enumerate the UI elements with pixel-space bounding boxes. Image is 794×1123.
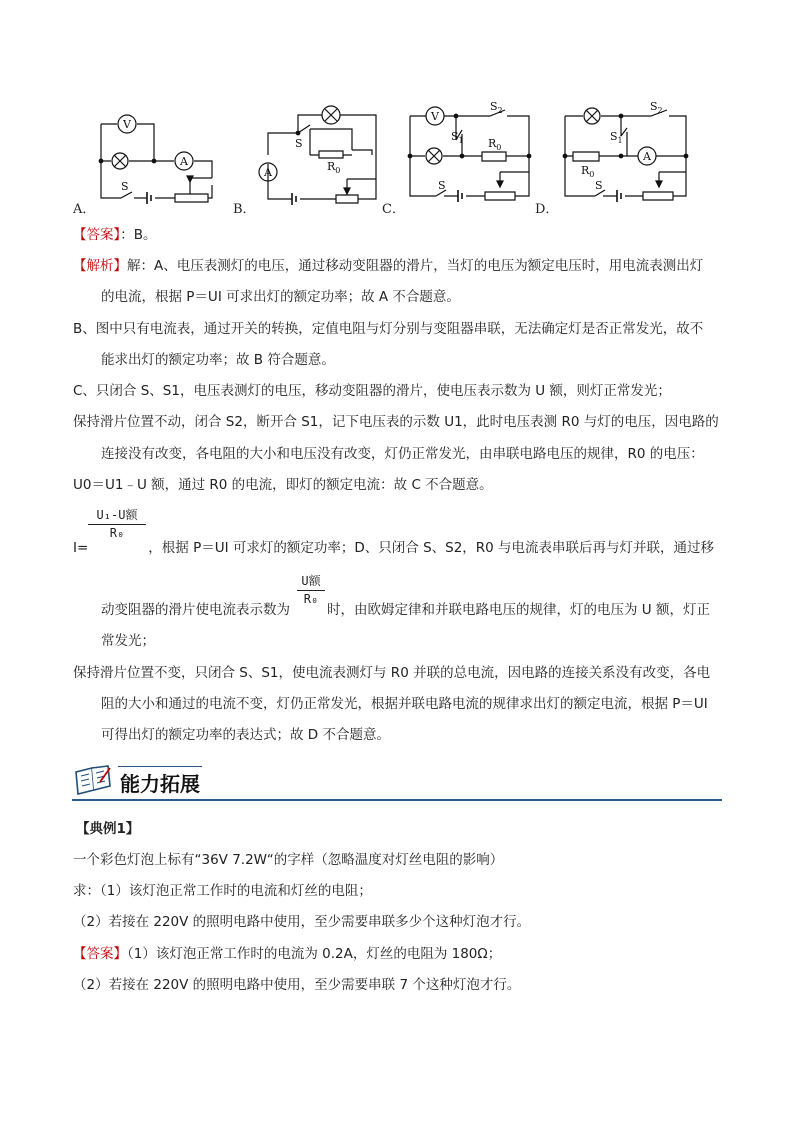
example-answer-tag: 【答案】 — [73, 946, 127, 962]
circuit-diagram-c — [400, 100, 535, 210]
analysis-line-1: 【解析】解：A、电压表测灯的电压，通过移动变阻器的滑片，当灯的电压为额定电压时，用电流表测出灯 — [73, 258, 704, 274]
example-tag: 【典例1】 — [76, 821, 140, 837]
example-answer-2: （2）若接在 220V 的照明电路中使用，至少需要串联 7 个这种灯泡才行。 — [73, 977, 521, 993]
option-c-label: C． — [382, 202, 405, 217]
resistor-label: $R_0$ — [327, 160, 341, 175]
section-title: 能力拓展 — [120, 772, 200, 796]
ammeter-label: A — [180, 155, 188, 168]
analysis-line-14: 可得出灯的额定功率的表达式；故 D 不合题意。 — [101, 727, 390, 743]
example-answer-1: 【答案】（1）该灯泡正常工作时的电流为 0.2A，灯丝的电阻为 180Ω； — [73, 946, 502, 962]
answer-tag: 【答案】 — [73, 227, 121, 243]
switch-label: S — [595, 179, 603, 192]
switch-s2-label: $S_2$ — [490, 100, 503, 115]
resistor-label: $R_0$ — [581, 164, 595, 179]
fraction-1-denominator: R₀ — [88, 524, 146, 540]
fraction-2 — [297, 572, 325, 606]
analysis-line-10a: 动变阻器的滑片使电流表示数为 — [101, 602, 290, 618]
switch-s1-label: $S_1$ — [451, 130, 464, 145]
ammeter-label: A — [264, 166, 272, 179]
option-b-label: B． — [233, 202, 256, 217]
analysis-line-7: 连接没有改变，各电阻的大小和电压没有改变，灯仍正常发光，由串联电路电压的规律，R0 的电压： — [101, 446, 704, 462]
example-question-1: 一个彩色灯泡上标有“36V 7.2W“的字样（忽略温度对灯丝电阻的影响） — [73, 852, 504, 868]
fraction-1 — [88, 506, 146, 540]
answer-text: ：B。 — [120, 227, 157, 243]
analysis-line-5: C、只闭合 S、S1，电压表测灯的电压，移动变阻器的滑片，使电压表示数为 U 额，则灯正常发光； — [73, 383, 671, 399]
analysis-line-8: U0＝U1﹣U 额，通过 R0 的电流，即灯的额定电流：故 C 不合题意。 — [73, 477, 493, 493]
analysis-line-10b: 时，由欧姆定律和并联电路电压的规律，灯的电压为 U 额，灯正 — [327, 602, 710, 618]
switch-s2-label: $S_2$ — [650, 100, 663, 115]
example-question-3: （2）若接在 220V 的照明电路中使用，至少需要串联多少个这种灯泡才行。 — [73, 914, 531, 930]
circuit-diagram-a — [90, 110, 240, 220]
fraction-2-numerator: U额 — [301, 574, 321, 588]
option-a-label: A． — [73, 202, 96, 217]
analysis-line-6: 保持滑片位置不动，闭合 S2，断开合 S1，记下电压表的示数 U1，此时电压表测 R0 与灯的电压，因电路的 — [73, 414, 719, 430]
analysis-line-4: 能求出灯的额定功率；故 B 符合题意。 — [101, 352, 335, 368]
analysis-line-3: B、图中只有电流表，通过开关的转换，定值电阻与灯分别与变阻器串联，无法确定灯是否正常发光，故不 — [73, 321, 704, 337]
book-icon — [74, 764, 114, 796]
resistor-label: $R_0$ — [488, 137, 502, 152]
section-title-underline — [118, 766, 202, 767]
circuit-diagram-b — [250, 95, 390, 210]
analysis-line-12: 保持滑片位置不变，只闭合 S、S1，使电流表测灯与 R0 并联的总电流，因电路的连接关系没有改变，各电 — [73, 665, 711, 681]
circuit-diagram-d — [555, 100, 695, 210]
analysis-tag: 【解析】 — [73, 258, 127, 274]
switch-s1-label: $S_1$ — [610, 130, 623, 145]
analysis-line-2: 的电流，根据 P＝UI 可求出灯的额定功率；故 A 不合题意。 — [101, 289, 460, 305]
ammeter-label: A — [643, 150, 651, 163]
analysis-line-9: I= ，根据 P＝UI 可求灯的额定功率；D、只闭合 S、S2，R0 与电流表串联后再与灯并联，通过移 — [73, 540, 715, 556]
switch-label: S — [121, 180, 129, 193]
section-divider — [72, 799, 722, 801]
switch-label: S — [295, 137, 303, 150]
voltmeter-label: V — [431, 110, 439, 123]
option-d-label: D． — [535, 202, 559, 217]
fraction-2-denominator: R₀ — [297, 590, 325, 606]
analysis-line-13: 阻的大小和通过的电流不变，灯仍正常发光，根据并联电路电流的规律求出灯的额定电流，根据 P＝UI — [101, 696, 708, 712]
fraction-1-numerator: U₁-U额 — [96, 508, 138, 522]
switch-label: S — [438, 179, 446, 192]
example-question-2: 求：（1）该灯泡正常工作时的电流和灯丝的电阻； — [73, 883, 372, 899]
analysis-line-11: 常发光； — [101, 633, 155, 649]
voltmeter-label: V — [123, 118, 131, 131]
answer-line — [73, 226, 157, 244]
